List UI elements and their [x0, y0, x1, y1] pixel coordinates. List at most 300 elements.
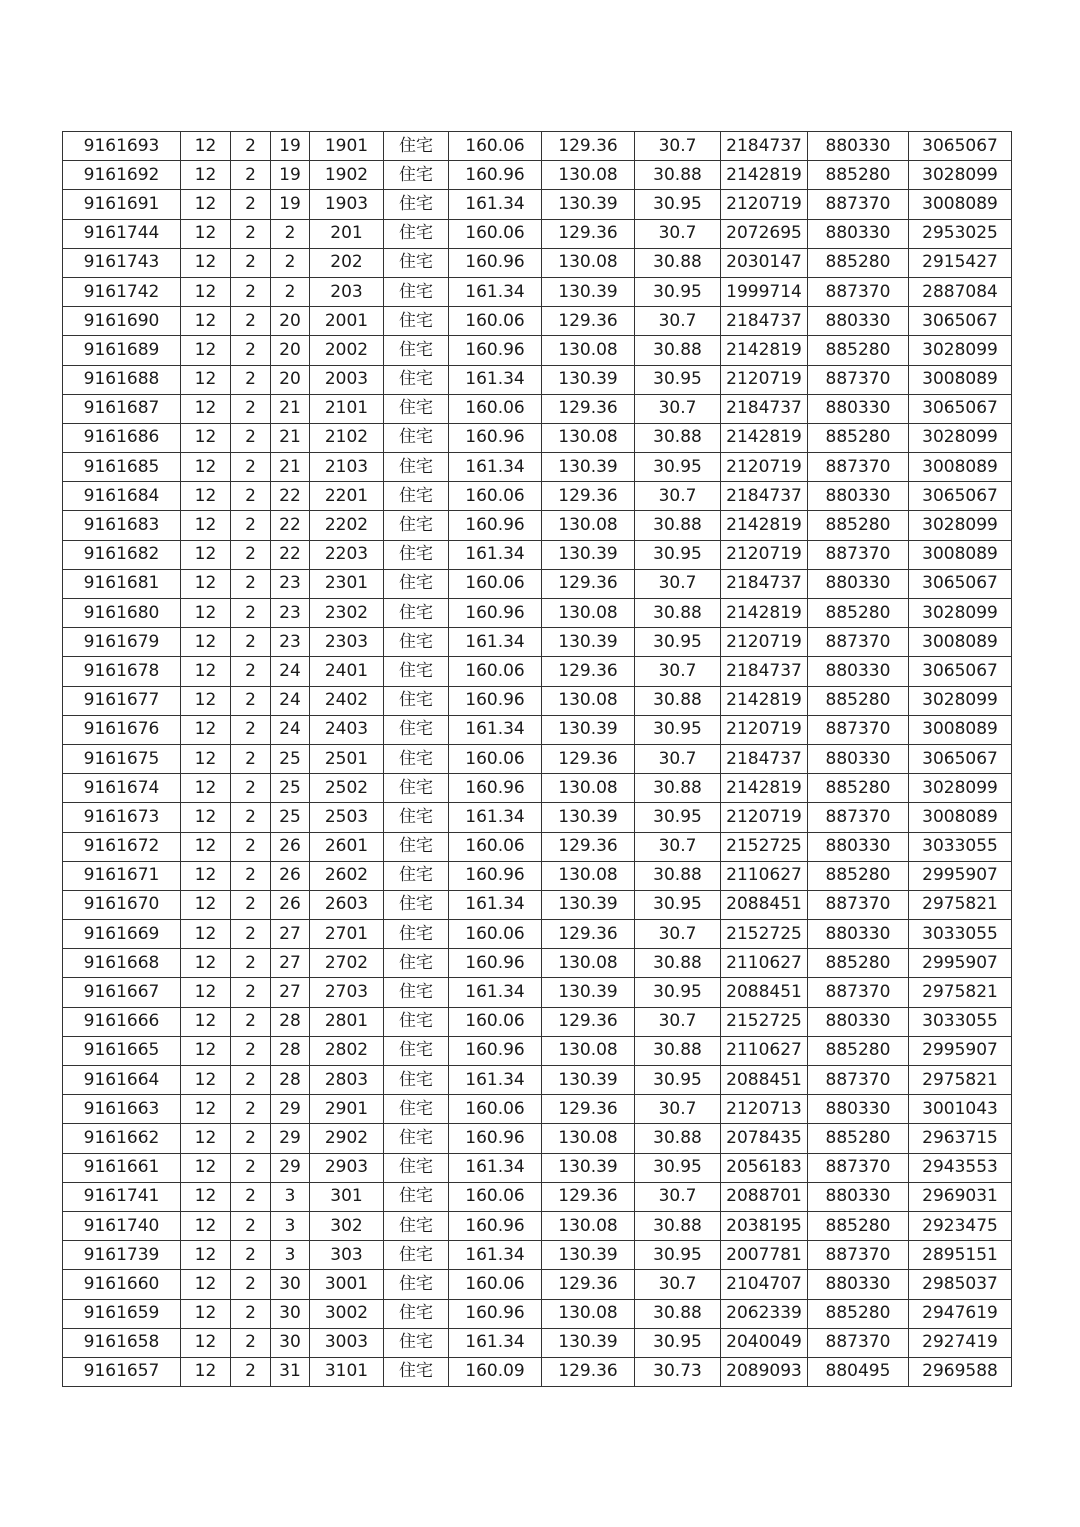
cell-floor: 19 — [271, 132, 310, 161]
cell-inner-area: 130.39 — [542, 190, 635, 219]
table-row — [63, 832, 1012, 861]
cell-unit: 2 — [231, 949, 271, 978]
cell-building: 12 — [181, 628, 231, 657]
cell-price-b: 885280 — [808, 599, 909, 628]
cell-inner-area: 130.08 — [542, 423, 635, 452]
cell-price-b: 887370 — [808, 540, 909, 569]
cell-unit: 2 — [231, 832, 271, 861]
cell-room-no: 203 — [310, 277, 384, 306]
cell-room-no: 2602 — [310, 861, 384, 890]
cell-usage: 住宅 — [384, 861, 449, 890]
cell-usage: 住宅 — [384, 277, 449, 306]
cell-room-no: 2702 — [310, 949, 384, 978]
cell-total-area: 161.34 — [449, 1153, 542, 1182]
cell-price-total: 3028099 — [909, 774, 1012, 803]
cell-floor: 24 — [271, 686, 310, 715]
cell-price-b: 887370 — [808, 628, 909, 657]
cell-inner-area: 130.39 — [542, 628, 635, 657]
cell-shared-area: 30.88 — [635, 774, 721, 803]
cell-usage: 住宅 — [384, 832, 449, 861]
cell-usage: 住宅 — [384, 423, 449, 452]
cell-unit: 2 — [231, 423, 271, 452]
cell-room-no: 2001 — [310, 307, 384, 336]
cell-total-area: 160.96 — [449, 599, 542, 628]
cell-building: 12 — [181, 1124, 231, 1153]
table-row — [63, 803, 1012, 832]
cell-floor: 2 — [271, 277, 310, 306]
cell-price-b: 885280 — [808, 861, 909, 890]
cell-floor: 20 — [271, 365, 310, 394]
cell-inner-area: 130.08 — [542, 774, 635, 803]
cell-inner-area: 129.36 — [542, 219, 635, 248]
cell-price-total: 2887084 — [909, 277, 1012, 306]
cell-record-id: 9161688 — [63, 365, 181, 394]
cell-price-b: 880330 — [808, 920, 909, 949]
cell-price-a: 2056183 — [721, 1153, 808, 1182]
cell-unit: 2 — [231, 978, 271, 1007]
cell-usage: 住宅 — [384, 336, 449, 365]
cell-total-area: 160.06 — [449, 307, 542, 336]
cell-floor: 3 — [271, 1211, 310, 1240]
cell-record-id: 9161672 — [63, 832, 181, 861]
cell-record-id: 9161687 — [63, 394, 181, 423]
cell-floor: 26 — [271, 861, 310, 890]
cell-floor: 28 — [271, 1007, 310, 1036]
cell-inner-area: 130.08 — [542, 161, 635, 190]
cell-floor: 23 — [271, 569, 310, 598]
cell-price-a: 2038195 — [721, 1211, 808, 1240]
cell-room-no: 2002 — [310, 336, 384, 365]
cell-usage: 住宅 — [384, 190, 449, 219]
cell-usage: 住宅 — [384, 132, 449, 161]
table-row — [63, 132, 1012, 161]
cell-price-a: 2062339 — [721, 1299, 808, 1328]
cell-room-no: 201 — [310, 219, 384, 248]
cell-usage: 住宅 — [384, 1299, 449, 1328]
cell-usage: 住宅 — [384, 1036, 449, 1065]
table-row — [63, 1066, 1012, 1095]
cell-shared-area: 30.7 — [635, 1095, 721, 1124]
cell-price-b: 880330 — [808, 1182, 909, 1211]
cell-price-a: 2110627 — [721, 949, 808, 978]
cell-usage: 住宅 — [384, 774, 449, 803]
cell-record-id: 9161676 — [63, 715, 181, 744]
cell-building: 12 — [181, 774, 231, 803]
cell-total-area: 160.06 — [449, 1007, 542, 1036]
cell-inner-area: 130.08 — [542, 949, 635, 978]
cell-inner-area: 129.36 — [542, 1095, 635, 1124]
cell-unit: 2 — [231, 599, 271, 628]
cell-building: 12 — [181, 1328, 231, 1357]
cell-shared-area: 30.88 — [635, 949, 721, 978]
cell-floor: 24 — [271, 715, 310, 744]
cell-usage: 住宅 — [384, 803, 449, 832]
cell-price-total: 3028099 — [909, 599, 1012, 628]
cell-inner-area: 129.36 — [542, 569, 635, 598]
cell-usage: 住宅 — [384, 1124, 449, 1153]
cell-floor: 28 — [271, 1036, 310, 1065]
cell-unit: 2 — [231, 161, 271, 190]
cell-record-id: 9161666 — [63, 1007, 181, 1036]
cell-inner-area: 129.36 — [542, 1357, 635, 1386]
cell-shared-area: 30.88 — [635, 1299, 721, 1328]
cell-unit: 2 — [231, 132, 271, 161]
cell-price-a: 2184737 — [721, 307, 808, 336]
cell-room-no: 2503 — [310, 803, 384, 832]
cell-price-b: 887370 — [808, 453, 909, 482]
table-row — [63, 890, 1012, 919]
cell-price-a: 2110627 — [721, 1036, 808, 1065]
cell-shared-area: 30.88 — [635, 599, 721, 628]
cell-building: 12 — [181, 161, 231, 190]
cell-usage: 住宅 — [384, 569, 449, 598]
cell-total-area: 160.96 — [449, 686, 542, 715]
cell-record-id: 9161662 — [63, 1124, 181, 1153]
cell-room-no: 2102 — [310, 423, 384, 452]
table-row — [63, 1357, 1012, 1386]
cell-record-id: 9161740 — [63, 1211, 181, 1240]
cell-record-id: 9161690 — [63, 307, 181, 336]
cell-building: 12 — [181, 978, 231, 1007]
cell-total-area: 161.34 — [449, 803, 542, 832]
cell-price-a: 2184737 — [721, 132, 808, 161]
cell-building: 12 — [181, 1095, 231, 1124]
cell-building: 12 — [181, 1153, 231, 1182]
cell-total-area: 161.34 — [449, 1066, 542, 1095]
cell-building: 12 — [181, 1299, 231, 1328]
cell-unit: 2 — [231, 715, 271, 744]
cell-price-b: 887370 — [808, 1328, 909, 1357]
cell-record-id: 9161683 — [63, 511, 181, 540]
cell-floor: 25 — [271, 803, 310, 832]
cell-price-a: 2142819 — [721, 336, 808, 365]
cell-usage: 住宅 — [384, 920, 449, 949]
cell-price-total: 3008089 — [909, 190, 1012, 219]
cell-price-total: 3065067 — [909, 482, 1012, 511]
cell-total-area: 160.06 — [449, 1095, 542, 1124]
table-row — [63, 511, 1012, 540]
cell-floor: 20 — [271, 336, 310, 365]
cell-price-total: 2963715 — [909, 1124, 1012, 1153]
cell-room-no: 2803 — [310, 1066, 384, 1095]
cell-building: 12 — [181, 832, 231, 861]
cell-shared-area: 30.88 — [635, 161, 721, 190]
cell-unit: 2 — [231, 1095, 271, 1124]
cell-unit: 2 — [231, 1124, 271, 1153]
table-row — [63, 1095, 1012, 1124]
cell-room-no: 2303 — [310, 628, 384, 657]
cell-price-total: 3008089 — [909, 628, 1012, 657]
cell-room-no: 301 — [310, 1182, 384, 1211]
table-row — [63, 394, 1012, 423]
cell-record-id: 9161692 — [63, 161, 181, 190]
cell-unit: 2 — [231, 744, 271, 773]
cell-inner-area: 130.39 — [542, 1328, 635, 1357]
cell-unit: 2 — [231, 657, 271, 686]
cell-floor: 30 — [271, 1328, 310, 1357]
cell-building: 12 — [181, 803, 231, 832]
cell-usage: 住宅 — [384, 394, 449, 423]
cell-shared-area: 30.88 — [635, 861, 721, 890]
cell-total-area: 160.96 — [449, 861, 542, 890]
cell-price-b: 887370 — [808, 365, 909, 394]
cell-building: 12 — [181, 686, 231, 715]
cell-inner-area: 129.36 — [542, 744, 635, 773]
cell-room-no: 1901 — [310, 132, 384, 161]
cell-usage: 住宅 — [384, 1182, 449, 1211]
cell-inner-area: 130.08 — [542, 1299, 635, 1328]
cell-inner-area: 130.39 — [542, 1066, 635, 1095]
cell-building: 12 — [181, 248, 231, 277]
cell-room-no: 3101 — [310, 1357, 384, 1386]
cell-price-a: 2110627 — [721, 861, 808, 890]
cell-usage: 住宅 — [384, 307, 449, 336]
cell-price-b: 885280 — [808, 686, 909, 715]
cell-building: 12 — [181, 394, 231, 423]
cell-record-id: 9161678 — [63, 657, 181, 686]
cell-room-no: 2603 — [310, 890, 384, 919]
cell-floor: 22 — [271, 482, 310, 511]
cell-unit: 2 — [231, 1153, 271, 1182]
cell-total-area: 160.96 — [449, 1299, 542, 1328]
cell-unit: 2 — [231, 774, 271, 803]
cell-price-b: 880330 — [808, 1270, 909, 1299]
cell-total-area: 161.34 — [449, 978, 542, 1007]
cell-shared-area: 30.88 — [635, 423, 721, 452]
cell-price-a: 2088451 — [721, 890, 808, 919]
cell-shared-area: 30.7 — [635, 657, 721, 686]
cell-room-no: 2701 — [310, 920, 384, 949]
cell-floor: 27 — [271, 920, 310, 949]
cell-building: 12 — [181, 540, 231, 569]
cell-shared-area: 30.95 — [635, 803, 721, 832]
cell-building: 12 — [181, 569, 231, 598]
cell-record-id: 9161680 — [63, 599, 181, 628]
cell-price-total: 3008089 — [909, 803, 1012, 832]
cell-room-no: 2203 — [310, 540, 384, 569]
cell-shared-area: 30.95 — [635, 978, 721, 1007]
cell-room-no: 2101 — [310, 394, 384, 423]
cell-inner-area: 130.08 — [542, 248, 635, 277]
cell-price-b: 887370 — [808, 803, 909, 832]
cell-floor: 22 — [271, 511, 310, 540]
cell-record-id: 9161681 — [63, 569, 181, 598]
cell-price-b: 887370 — [808, 1066, 909, 1095]
cell-building: 12 — [181, 365, 231, 394]
cell-price-a: 2142819 — [721, 686, 808, 715]
cell-shared-area: 30.7 — [635, 394, 721, 423]
cell-price-b: 880330 — [808, 1007, 909, 1036]
cell-total-area: 161.34 — [449, 890, 542, 919]
cell-total-area: 160.06 — [449, 219, 542, 248]
cell-price-total: 2927419 — [909, 1328, 1012, 1357]
cell-price-b: 880330 — [808, 219, 909, 248]
cell-shared-area: 30.95 — [635, 1241, 721, 1270]
cell-record-id: 9161659 — [63, 1299, 181, 1328]
cell-price-b: 880495 — [808, 1357, 909, 1386]
cell-floor: 3 — [271, 1182, 310, 1211]
cell-price-b: 885280 — [808, 1211, 909, 1240]
cell-price-total: 2943553 — [909, 1153, 1012, 1182]
table-row — [63, 1007, 1012, 1036]
cell-building: 12 — [181, 453, 231, 482]
cell-total-area: 160.96 — [449, 423, 542, 452]
cell-price-b: 885280 — [808, 161, 909, 190]
cell-total-area: 161.34 — [449, 715, 542, 744]
table-row — [63, 482, 1012, 511]
table-row — [63, 190, 1012, 219]
cell-shared-area: 30.7 — [635, 307, 721, 336]
cell-price-a: 2142819 — [721, 423, 808, 452]
cell-inner-area: 130.39 — [542, 277, 635, 306]
cell-price-a: 2089093 — [721, 1357, 808, 1386]
cell-price-a: 2030147 — [721, 248, 808, 277]
cell-room-no: 2601 — [310, 832, 384, 861]
cell-room-no: 302 — [310, 1211, 384, 1240]
cell-total-area: 161.34 — [449, 365, 542, 394]
cell-total-area: 161.34 — [449, 540, 542, 569]
cell-unit: 2 — [231, 1328, 271, 1357]
cell-usage: 住宅 — [384, 219, 449, 248]
cell-building: 12 — [181, 132, 231, 161]
cell-total-area: 160.06 — [449, 482, 542, 511]
cell-price-b: 887370 — [808, 1241, 909, 1270]
cell-usage: 住宅 — [384, 599, 449, 628]
cell-room-no: 2802 — [310, 1036, 384, 1065]
cell-unit: 2 — [231, 277, 271, 306]
cell-shared-area: 30.88 — [635, 686, 721, 715]
cell-unit: 2 — [231, 861, 271, 890]
cell-usage: 住宅 — [384, 161, 449, 190]
cell-floor: 20 — [271, 307, 310, 336]
cell-record-id: 9161691 — [63, 190, 181, 219]
cell-room-no: 303 — [310, 1241, 384, 1270]
cell-floor: 25 — [271, 774, 310, 803]
cell-usage: 住宅 — [384, 1328, 449, 1357]
cell-total-area: 160.96 — [449, 161, 542, 190]
cell-price-total: 2985037 — [909, 1270, 1012, 1299]
cell-total-area: 160.96 — [449, 336, 542, 365]
cell-inner-area: 130.39 — [542, 1153, 635, 1182]
cell-building: 12 — [181, 715, 231, 744]
cell-price-total: 3008089 — [909, 365, 1012, 394]
cell-price-a: 2184737 — [721, 394, 808, 423]
cell-price-a: 2184737 — [721, 744, 808, 773]
cell-shared-area: 30.95 — [635, 1066, 721, 1095]
cell-price-total: 2953025 — [909, 219, 1012, 248]
cell-inner-area: 129.36 — [542, 132, 635, 161]
table-row — [63, 978, 1012, 1007]
table-row — [63, 1153, 1012, 1182]
cell-price-total: 2923475 — [909, 1211, 1012, 1240]
cell-floor: 21 — [271, 394, 310, 423]
table-row — [63, 861, 1012, 890]
cell-building: 12 — [181, 1211, 231, 1240]
cell-record-id: 9161657 — [63, 1357, 181, 1386]
cell-total-area: 160.96 — [449, 1211, 542, 1240]
cell-floor: 26 — [271, 832, 310, 861]
cell-unit: 2 — [231, 1182, 271, 1211]
cell-record-id: 9161679 — [63, 628, 181, 657]
table-row — [63, 628, 1012, 657]
cell-price-total: 3028099 — [909, 161, 1012, 190]
cell-usage: 住宅 — [384, 1211, 449, 1240]
cell-shared-area: 30.7 — [635, 920, 721, 949]
cell-room-no: 2902 — [310, 1124, 384, 1153]
cell-price-total: 3065067 — [909, 657, 1012, 686]
cell-inner-area: 130.39 — [542, 803, 635, 832]
cell-price-a: 2120713 — [721, 1095, 808, 1124]
cell-inner-area: 129.36 — [542, 1007, 635, 1036]
table-row — [63, 1328, 1012, 1357]
cell-record-id: 9161741 — [63, 1182, 181, 1211]
cell-record-id: 9161674 — [63, 774, 181, 803]
cell-price-a: 2152725 — [721, 1007, 808, 1036]
cell-unit: 2 — [231, 1299, 271, 1328]
cell-unit: 2 — [231, 453, 271, 482]
cell-building: 12 — [181, 190, 231, 219]
table-row — [63, 599, 1012, 628]
cell-shared-area: 30.95 — [635, 890, 721, 919]
cell-price-b: 885280 — [808, 949, 909, 978]
cell-inner-area: 130.08 — [542, 1036, 635, 1065]
cell-record-id: 9161670 — [63, 890, 181, 919]
cell-building: 12 — [181, 599, 231, 628]
cell-building: 12 — [181, 1357, 231, 1386]
cell-room-no: 2502 — [310, 774, 384, 803]
cell-shared-area: 30.7 — [635, 744, 721, 773]
cell-record-id: 9161744 — [63, 219, 181, 248]
cell-building: 12 — [181, 920, 231, 949]
cell-usage: 住宅 — [384, 511, 449, 540]
cell-inner-area: 129.36 — [542, 657, 635, 686]
cell-price-total: 2995907 — [909, 1036, 1012, 1065]
cell-usage: 住宅 — [384, 1007, 449, 1036]
cell-inner-area: 129.36 — [542, 1270, 635, 1299]
cell-price-a: 2088451 — [721, 1066, 808, 1095]
cell-record-id: 9161669 — [63, 920, 181, 949]
table-row — [63, 715, 1012, 744]
cell-shared-area: 30.7 — [635, 1182, 721, 1211]
cell-floor: 27 — [271, 949, 310, 978]
cell-price-total: 3065067 — [909, 569, 1012, 598]
cell-building: 12 — [181, 1182, 231, 1211]
cell-usage: 住宅 — [384, 1153, 449, 1182]
cell-floor: 2 — [271, 248, 310, 277]
cell-room-no: 2901 — [310, 1095, 384, 1124]
cell-inner-area: 130.08 — [542, 861, 635, 890]
cell-total-area: 160.06 — [449, 832, 542, 861]
cell-floor: 21 — [271, 423, 310, 452]
cell-room-no: 2403 — [310, 715, 384, 744]
cell-floor: 30 — [271, 1270, 310, 1299]
cell-record-id: 9161686 — [63, 423, 181, 452]
cell-price-a: 2142819 — [721, 599, 808, 628]
cell-price-a: 2104707 — [721, 1270, 808, 1299]
cell-floor: 31 — [271, 1357, 310, 1386]
cell-total-area: 160.96 — [449, 774, 542, 803]
cell-shared-area: 30.88 — [635, 1036, 721, 1065]
table-row — [63, 307, 1012, 336]
cell-total-area: 160.06 — [449, 132, 542, 161]
cell-shared-area: 30.95 — [635, 365, 721, 394]
cell-shared-area: 30.7 — [635, 219, 721, 248]
cell-floor: 30 — [271, 1299, 310, 1328]
cell-record-id: 9161665 — [63, 1036, 181, 1065]
cell-room-no: 202 — [310, 248, 384, 277]
cell-usage: 住宅 — [384, 248, 449, 277]
cell-room-no: 2202 — [310, 511, 384, 540]
